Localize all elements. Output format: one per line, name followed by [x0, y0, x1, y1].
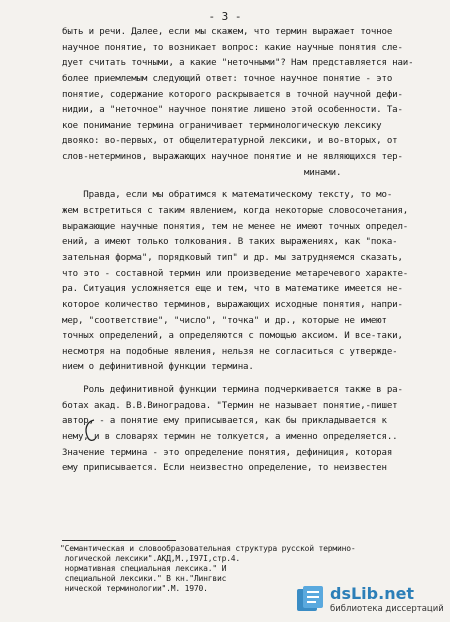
text-line: нием о дефинитивной функции термина. [62, 362, 254, 373]
watermark-site: dsLib.net [330, 584, 415, 603]
text-line: которое количество терминов, выражающих исходные понятия, напри- [62, 299, 403, 310]
text-line: слов-нетерминов, выражающих научное понятие и не являющихся тер- [62, 152, 403, 163]
body-text [62, 25, 434, 477]
page-number: - 3 - [208, 10, 242, 23]
text-line: ботах акад. В.В.Виноградова. "Термин не называет понятие,-пишет [62, 400, 398, 411]
text-line: ему приписывается. Если неизвестно определение, то неизвестен [62, 463, 387, 474]
paragraph [62, 188, 434, 376]
footnote-line: "Семантическая и словообразовательная структура русской термино- [60, 544, 356, 553]
text-line: минами. [304, 167, 342, 178]
dslib-watermark [294, 584, 444, 618]
text-line: нидии, а "неточное" научное понятие лишено этой особенности. Та- [62, 105, 403, 116]
text-line: мер, "соответствие", "число", "точка" и др., которые не имеют [62, 315, 387, 326]
text-line: зательная форма", порядковый тип" и др. мы затрудняемся сказать, [62, 252, 403, 263]
footnote-line: нормативная специальная лексика." И [60, 564, 227, 573]
text-line: жем встретиться с таким явлением, когда некоторые словосочетания, [62, 206, 409, 217]
text-line: что это - составной термин или произведение метаречевого характе- [62, 268, 409, 279]
text-line: несмотря на подобные явления, нельзя не согласиться с утвержде- [62, 346, 398, 357]
text-line: понятие, содержание которого раскрывается в точной научной дефи- [62, 89, 403, 100]
paragraph-gap [62, 181, 434, 188]
text-line: дует считать точными, а какие "неточными"? Нам представляется наи- [62, 58, 414, 69]
watermark-tagline: библиотека диссертаций [330, 604, 444, 614]
text-line: быть и речи. Далее, если мы скажем, что термин выражает точное [62, 27, 393, 37]
paragraph [62, 383, 434, 477]
text-line: точных определений, а определяются с помощью аксиом. И все-таки, [62, 331, 403, 342]
book-stack-icon [294, 584, 328, 614]
footnote-line: нической терминологии".М. 1970. [60, 584, 208, 593]
text-line: выражающие научные понятия, тем не менее не имеют точных определ- [62, 221, 409, 232]
text-line: Роль дефинитивной функции термина подчеркивается также в ра- [62, 385, 403, 396]
text-line: научное понятие, то возникает вопрос: какие научные понятия сле- [62, 42, 403, 53]
text-line: ений, а имеют только толкования. В таких выражениях, как "пока- [62, 237, 398, 248]
handwritten-bracket-mark [82, 418, 98, 442]
text-line: автор, - а понятие ему приписывается, как бы прикладывается к [62, 416, 387, 427]
text-line: двояко: во-первых, от общелитературной лексики, и во-вторых, от [62, 136, 398, 147]
paragraph-gap [62, 376, 434, 383]
text-line: Значение термина - это определение понятия, дефиниция, которая [62, 447, 393, 458]
text-line: нему, и в словарях термин не толкуется, а именно определяется.. [62, 432, 398, 443]
footnote-line: специальной лексики." В кн."Лингвис [60, 574, 227, 583]
footnote-rule [62, 540, 176, 541]
text-line: кое понимание термина ограничивает терминологическую лексику [62, 120, 382, 131]
text-line: ра. Ситуация усложняется еще и тем, что в математике имеется не- [62, 284, 403, 295]
text-line: более приемлемым следующий ответ: точное научное понятие - это [62, 73, 393, 84]
text-line: Правда, если мы обратимся к математическому тексту, то мо- [62, 190, 393, 201]
footnote-line: логической лексики".АКД,М.,I97I,стр.4. [60, 554, 241, 563]
paragraph [62, 25, 434, 181]
